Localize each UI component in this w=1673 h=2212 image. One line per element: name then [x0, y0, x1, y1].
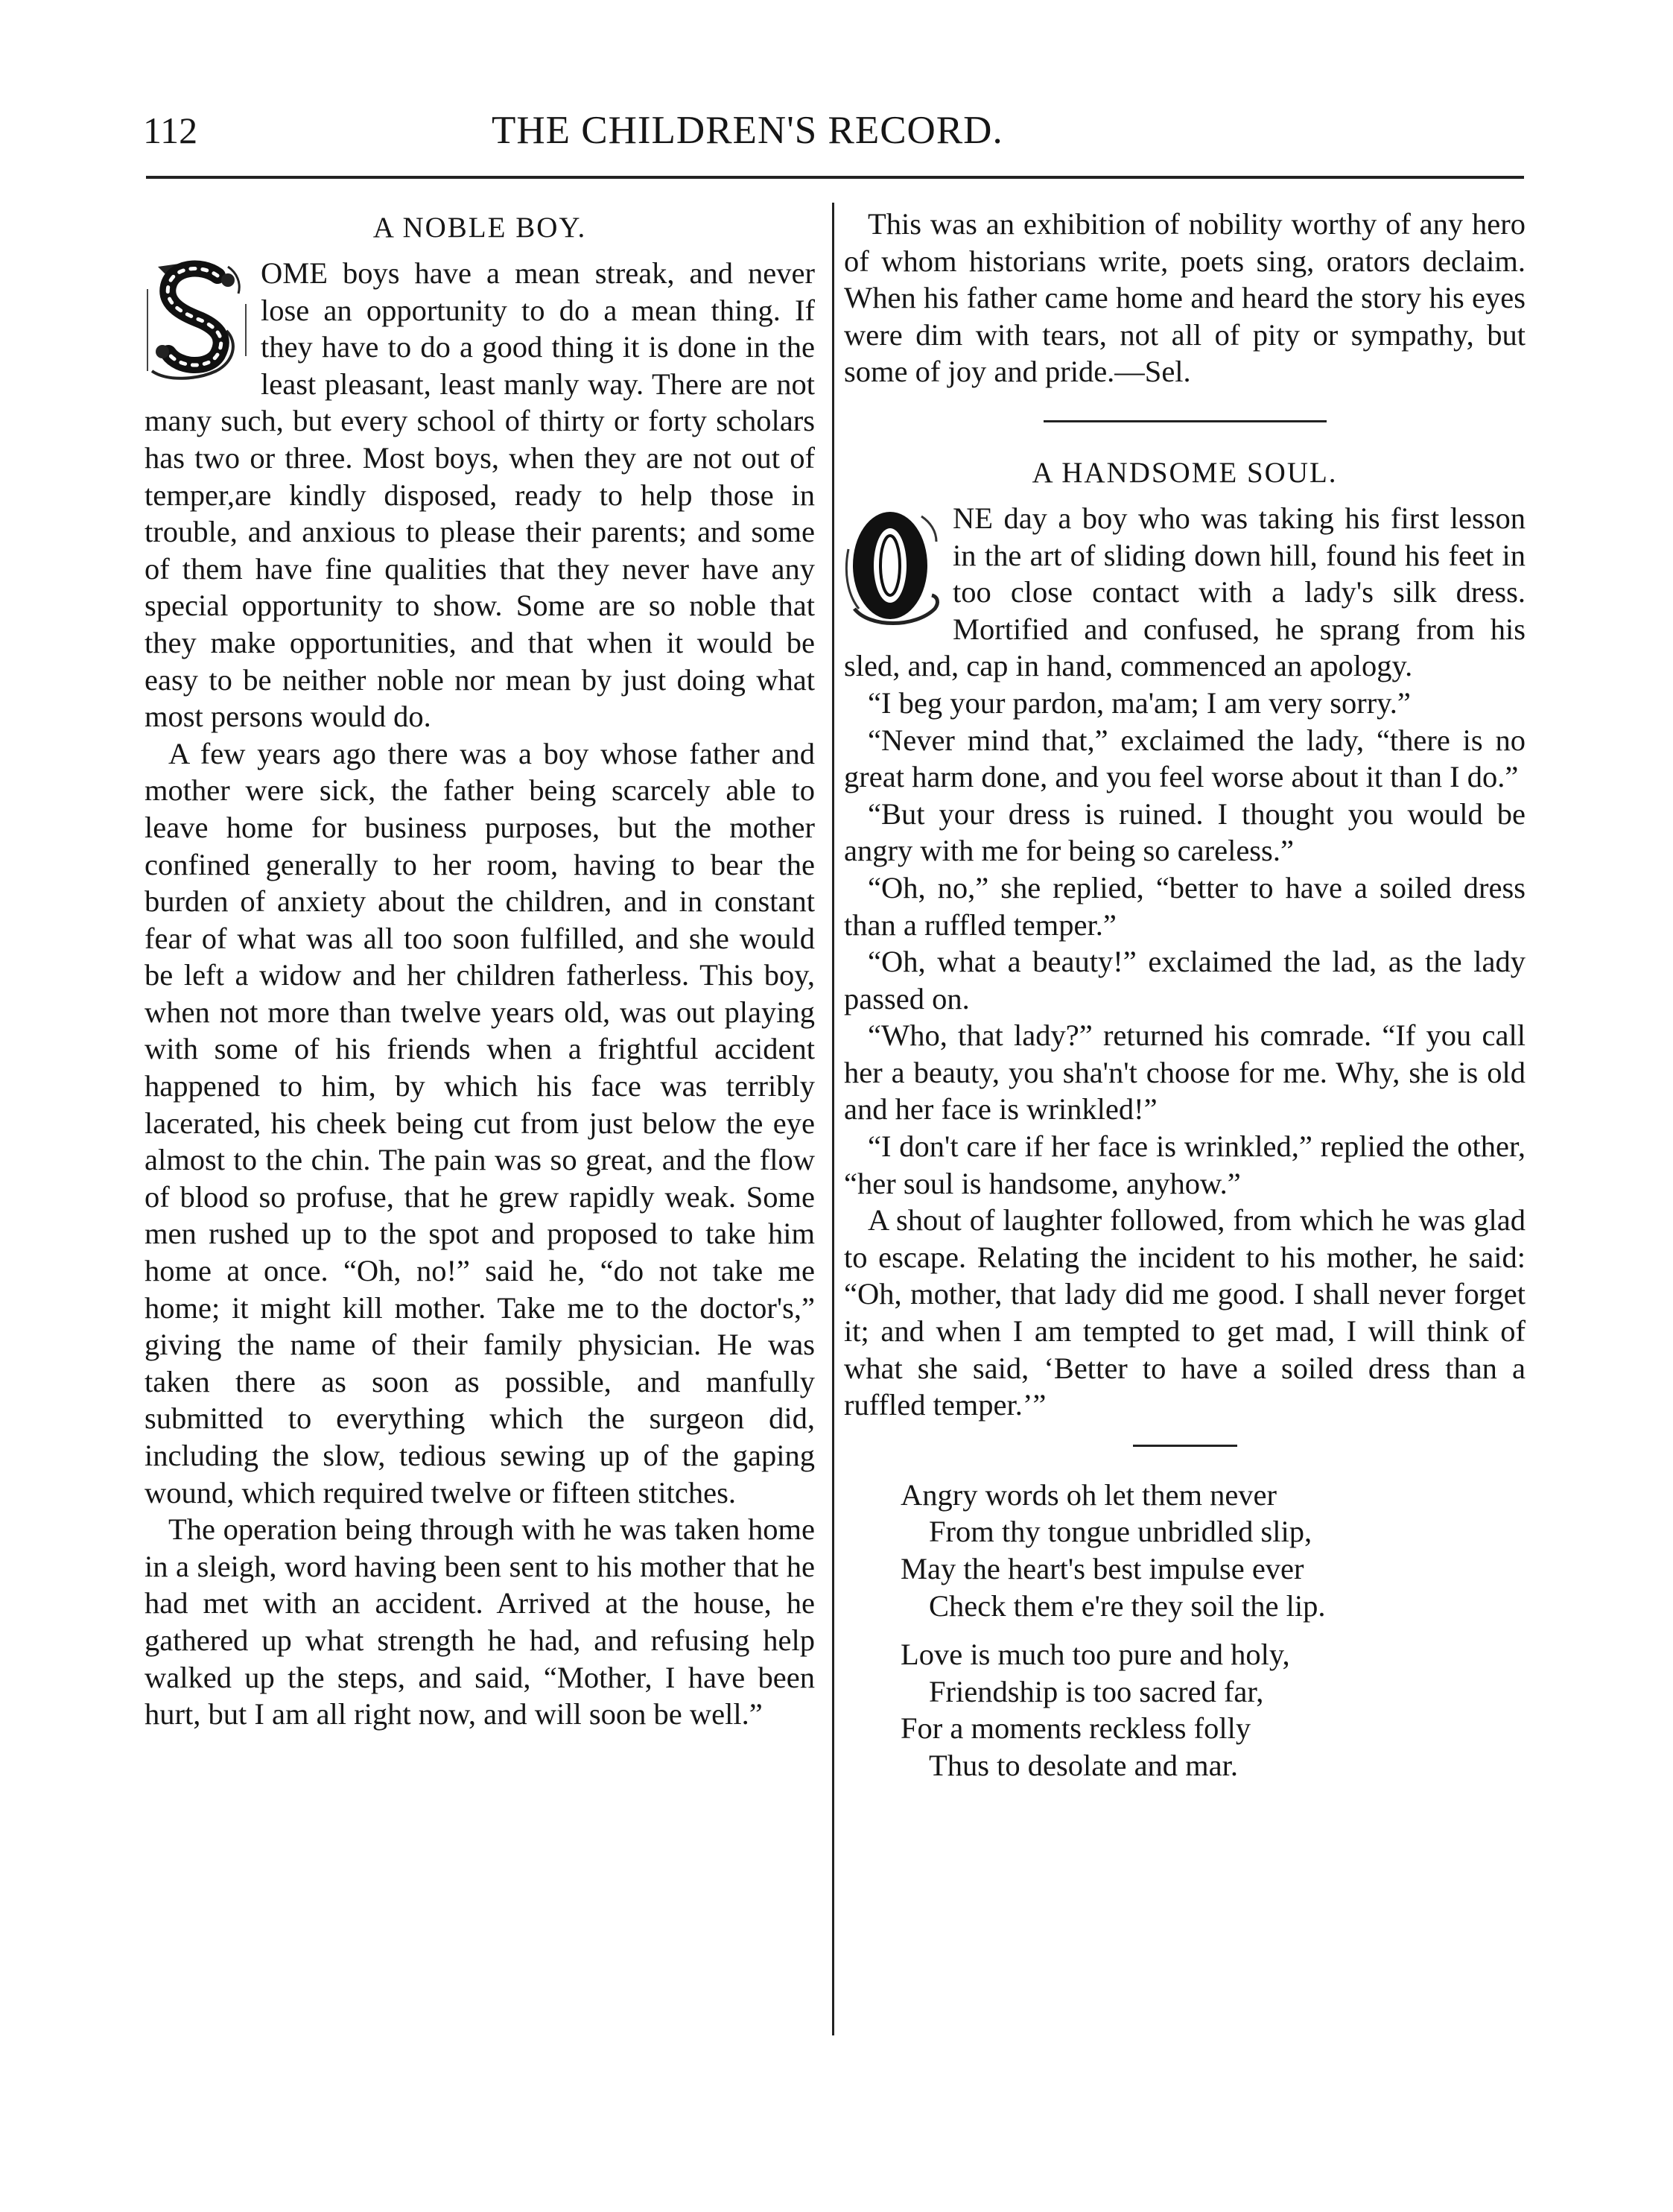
article-paragraph: “Never mind that,” exclaimed the lady, “there is no great harm done, and you feel worse about it than I do.” — [844, 723, 1526, 794]
ornamental-dropcap-o-icon — [844, 504, 942, 630]
article-paragraph: “I beg your pardon, ma'am; I am very sorry.” — [868, 685, 1411, 720]
article-paragraph: “Oh, no,” she replied, “better to have a soiled dress than a ruffled temper.” — [844, 870, 1526, 942]
article-paragraph: “Oh, what a beauty!” exclaimed the lad, as the lady passed on. — [844, 945, 1526, 1015]
article-paragraph: “But your dress is ruined. I thought you would be angry with me for being so careless.” — [844, 796, 1526, 868]
article-title: A HANDSOME SOUL. — [1032, 456, 1338, 489]
article-paragraph: “I don't care if her face is wrinkled,” replied the other, “her soul is handsome, anyhow.” — [844, 1129, 1526, 1200]
poem-line: May the heart's best impulse ever — [901, 1552, 1304, 1585]
header-rule — [146, 176, 1524, 179]
poem-line: For a moments reckless folly — [901, 1711, 1251, 1746]
poem-line: From thy tongue unbridled slip, — [929, 1515, 1312, 1549]
article-paragraph: A few years ago there was a boy whose father and mother were sick, the father being scarcely able to leave home for business purposes, but the mother confined generally to her room, having to bear the burden of anxiety about the children, and in constant fear of what was all too soon fulfilled, and she would be left a widow and her children fatherless. This boy, when not more than twelve years old, was out playing with some of his friends when a frightful accident happened to him, by which his face was terribly lacerated, his cheek being cut from just below the eye almost to the chin. The pain was so great, and the flow of blood so profuse, that he grew rapidly weak. Some men rushed up to the spot and proposed to take him home at once. “Oh, no!” said he, “do not take me home; it might kill mother. Take me to the doctor's,” giving the name of their family physician. He was taken there as soon as possible, and manfully submitted to everything which the surgeon did, including the slow, tedious sewing up of the gaping wound, which required twelve or fifteen stitches. — [145, 736, 815, 1509]
poem-line: Check them e're they soil the lip. — [929, 1588, 1326, 1623]
article-paragraph — [844, 500, 1526, 685]
section-rule — [1133, 1445, 1237, 1447]
poem-stanza — [901, 1636, 1526, 1784]
paragraph-text: OME boys have a mean streak, and never lose an opportunity to do a mean thing. If they have to do a good thing it is done in the least pleasant, least manly way. There are not many such, but every school of thirty or forty scholars has two or three. Most boys, when they are not out of temper,are kindly disposed, ready to help those in trouble, and anxious to please their parents; and some of them have fine qualities that they never have any special opportunity to show. Some are so noble that they make opportunities, and that when it would be easy to be neither noble nor mean by just doing what most persons would do. — [145, 256, 815, 734]
column-divider — [832, 203, 834, 2035]
article-paragraph — [145, 255, 815, 735]
article-continuation: This was an exhibition of nobility worthy of any hero of whom historians write, poets sing, orators declaim. When his father came home and heard the story his eyes were dim with tears, not all of pity or sympathy, but some of joy and pride.—Sel. — [844, 207, 1526, 389]
article-a-noble-boy — [145, 206, 815, 1733]
poem — [844, 1477, 1526, 1784]
poem-line: Love is much too pure and holy, — [901, 1638, 1290, 1672]
poem-line: Angry words oh let them never — [901, 1477, 1277, 1512]
running-head: THE CHILDREN'S RECORD. — [492, 109, 1003, 152]
ornamental-dropcap-s-icon — [145, 259, 250, 383]
page-number: 112 — [143, 110, 198, 151]
section-rule — [1044, 420, 1327, 422]
poem-line: Friendship is too sacred far, — [929, 1674, 1264, 1708]
paragraph-text: NE day a boy who was taking his first lesson in the art of sliding down hill, found his feet in too close contact with a lady's silk dress. Mortified and confused, he sprang from his sled, and, cap in hand, commenced an apology. — [844, 501, 1526, 683]
poem-line: Thus to desolate and mar. — [929, 1748, 1239, 1782]
right-column — [844, 206, 1526, 1796]
article-title: A NOBLE BOY. — [372, 212, 587, 244]
article-paragraph: “Who, that lady?” returned his comrade. “If you call her a beauty, you sha'n't choose for me. Why, she is old and her face is wrinkled!” — [844, 1018, 1526, 1126]
article-paragraph: A shout of laughter followed, from which he was glad to escape. Relating the incident to his mother, he said: “Oh, mother, that lady did me good. I shall never forget it; and when I am tempted to get mad, I will think of what she said, ‘Better to have a soiled dress than a ruffled temper.’” — [844, 1203, 1526, 1422]
poem-stanza — [901, 1477, 1526, 1624]
article-paragraph: The operation being through with he was taken home in a sleigh, word having been sent to his mother that he had met with an accident. Arrived at the house, he gathered up what strength he had, and refusing help walked up the steps, and said, “Mother, I have been hurt, but I am all right now, and will soon be well.” — [145, 1512, 815, 1731]
